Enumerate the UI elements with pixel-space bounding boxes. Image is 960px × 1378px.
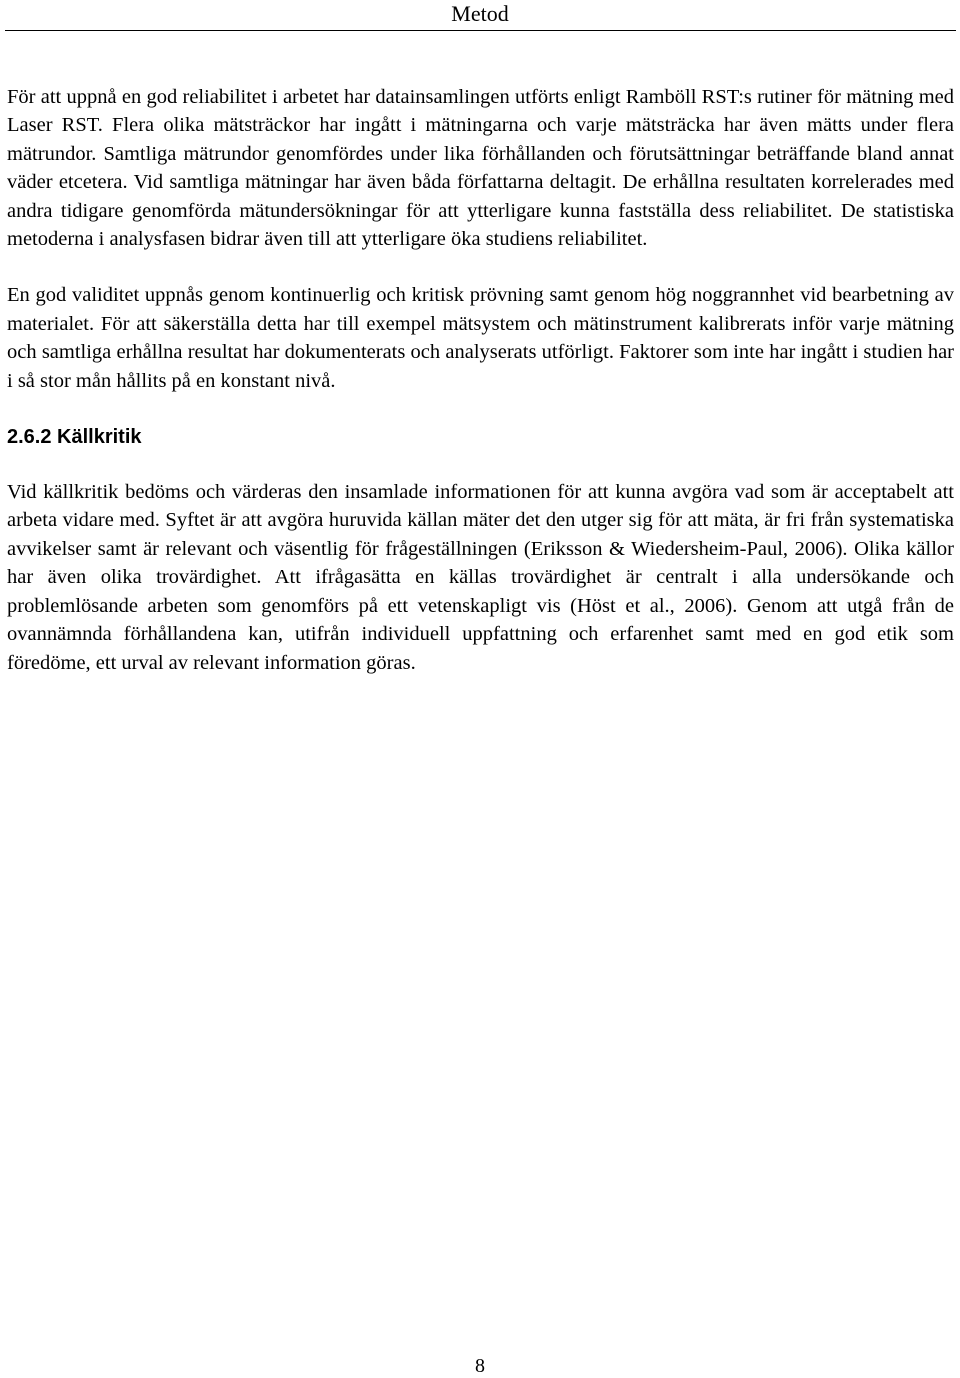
section-heading: 2.6.2 Källkritik [7,426,142,449]
page-header [0,0,960,30]
paragraph-source-criticism: Vid källkritik bedöms och värderas den insamlade informationen för att kunna avgöra vad som är acceptabelt att arbeta vidare med. Syftet är att avgöra huruvida källan mäter det den utger sig för att mäta, är fri från systematiska avvikelser samt är relevant och väsentlig för frågeställningen (Eriksson & Wiedersheim-Paul, 2006). Olika källor har även olika trovärdighet. Att ifrågasätta en källas trovärdighet är centralt i alla undersökande och problemlösande arbeten som genomförs på ett vetenskapligt vis (Höst et al., 2006). Genom att utgå från de ovannämnda förhållandena kan, utifrån individuell uppfattning och erfarenhet samt med en god etik som föredöme, ett urval av relevant information göras. [7,481,954,674]
paragraph-reliability: För att uppnå en god reliabilitet i arbetet har datainsamlingen utförts enligt Ramböll RST:s rutiner för mätning med Laser RST. Flera olika mätsträckor har ingått i mätningarna och varje mätsträcka har även mätts under flera mätrundor. Samtliga mätrundor genomfördes under lika förhållanden och förutsättningar beträffande bland annat väder etcetera. Vid samtliga mätningar har även båda författarna deltagit. De erhållna resultaten korrelerades med andra tidigare genomförda mätundersökningar för att ytterligare kunna fastställa dess reliabilitet. De statistiska metoderna i analysfasen bidrar även till att ytterligare öka studiens reliabilitet. [7,86,954,251]
page-number: 8 [475,1355,485,1377]
page-content [7,83,954,677]
header-title: Metod [451,1,509,26]
paragraph-validity: En god validitet uppnås genom kontinuerlig och kritisk prövning samt genom hög noggrannhet vid bearbetning av materialet. För att säkerställa detta har till exempel mätsystem och mätinstrument kalibrerats inför varje mätning och samtliga erhållna resultat har dokumenterats och analyserats utförligt. Faktorer som inte har ingått i studien har i så stor mån hållits på en konstant nivå. [7,284,954,392]
header-rule [5,30,956,31]
